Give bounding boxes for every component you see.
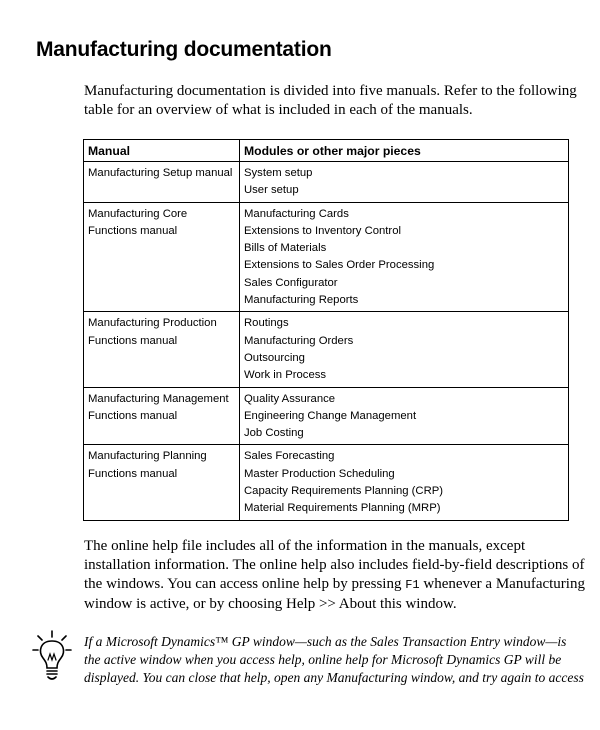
- table-header-row: [84, 140, 569, 162]
- manual-name: Functions manual: [88, 224, 178, 237]
- f1-key: F1: [405, 578, 420, 592]
- modules-cell: [240, 202, 569, 312]
- manual-name: Manufacturing Production: [88, 317, 217, 330]
- module-item: Master Production Scheduling: [244, 467, 395, 480]
- module-item: Sales Configurator: [244, 276, 338, 289]
- module-item: Bills of Materials: [244, 242, 327, 255]
- module-item: Manufacturing Reports: [244, 294, 359, 307]
- manual-name: Manufacturing Core: [88, 207, 188, 220]
- module-item: Outsourcing: [244, 351, 305, 364]
- module-item: Quality Assurance: [244, 392, 336, 405]
- manuals-table: [83, 139, 569, 521]
- help-text: whenever a Manufacturing: [419, 576, 585, 592]
- table-row: [84, 445, 569, 520]
- manual-name: Functions manual: [88, 334, 178, 347]
- manual-cell: [84, 445, 240, 520]
- help-paragraph: [84, 537, 584, 614]
- help-line: [84, 575, 584, 595]
- note-line: If a Microsoft Dynamics™ GP window—such as the Sales Transaction Entry window—is: [84, 634, 567, 649]
- intro-line: table for an overview of what is included in each of the manuals.: [84, 102, 473, 118]
- manual-name: Functions manual: [88, 409, 178, 422]
- module-item: User setup: [244, 184, 299, 197]
- module-item: Manufacturing Cards: [244, 207, 349, 220]
- modules-cell: [240, 387, 569, 445]
- module-item: Extensions to Sales Order Processing: [244, 259, 435, 272]
- module-item: Material Requirements Planning (MRP): [244, 502, 441, 515]
- module-item: Engineering Change Management: [244, 409, 417, 422]
- lightbulb-tip-icon: [32, 630, 72, 687]
- module-item: Work in Process: [244, 369, 327, 382]
- manual-name: Manufacturing Planning: [88, 450, 207, 463]
- modules-cell: [240, 445, 569, 520]
- page-title: Manufacturing documentation: [36, 38, 332, 61]
- table-row: [84, 312, 569, 387]
- module-item: Sales Forecasting: [244, 450, 335, 463]
- module-item: System setup: [244, 167, 313, 179]
- note-line: the active window when you access help, online help for Microsoft Dynamics GP will be: [84, 652, 562, 667]
- modules-cell: [240, 162, 569, 203]
- intro-line: Manufacturing documentation is divided into five manuals. Refer to the following: [84, 83, 577, 99]
- help-line: The online help file includes all of the information in the manuals, except: [84, 538, 526, 554]
- tip-note: [84, 633, 584, 687]
- help-line: installation information. The online help also includes field-by-field descriptions of: [84, 557, 585, 573]
- header-manual: Manual: [84, 140, 240, 162]
- manual-name: Manufacturing Management: [88, 392, 229, 405]
- module-item: Capacity Requirements Planning (CRP): [244, 485, 444, 498]
- manual-cell: [84, 387, 240, 445]
- manual-cell: [84, 312, 240, 387]
- module-item: Job Costing: [244, 427, 304, 440]
- module-item: Manufacturing Orders: [244, 334, 354, 347]
- manual-cell: [84, 162, 240, 203]
- manual-cell: [84, 202, 240, 312]
- module-item: Extensions to Inventory Control: [244, 224, 401, 237]
- manual-name: Functions manual: [88, 467, 178, 480]
- table-row: [84, 202, 569, 312]
- note-line: displayed. You can close that help, open any Manufacturing window, and try again to access: [84, 670, 584, 685]
- header-modules: Modules or other major pieces: [240, 140, 569, 162]
- intro-paragraph: [84, 82, 577, 120]
- module-item: Routings: [244, 317, 289, 330]
- table-row: [84, 162, 569, 203]
- help-line: window is active, or by choosing Help >> About this window.: [84, 596, 457, 612]
- table-row: [84, 387, 569, 445]
- help-text: the windows. You can access online help by pressing: [84, 576, 406, 592]
- manual-name: Manufacturing Setup manual: [88, 167, 233, 179]
- modules-cell: [240, 312, 569, 387]
